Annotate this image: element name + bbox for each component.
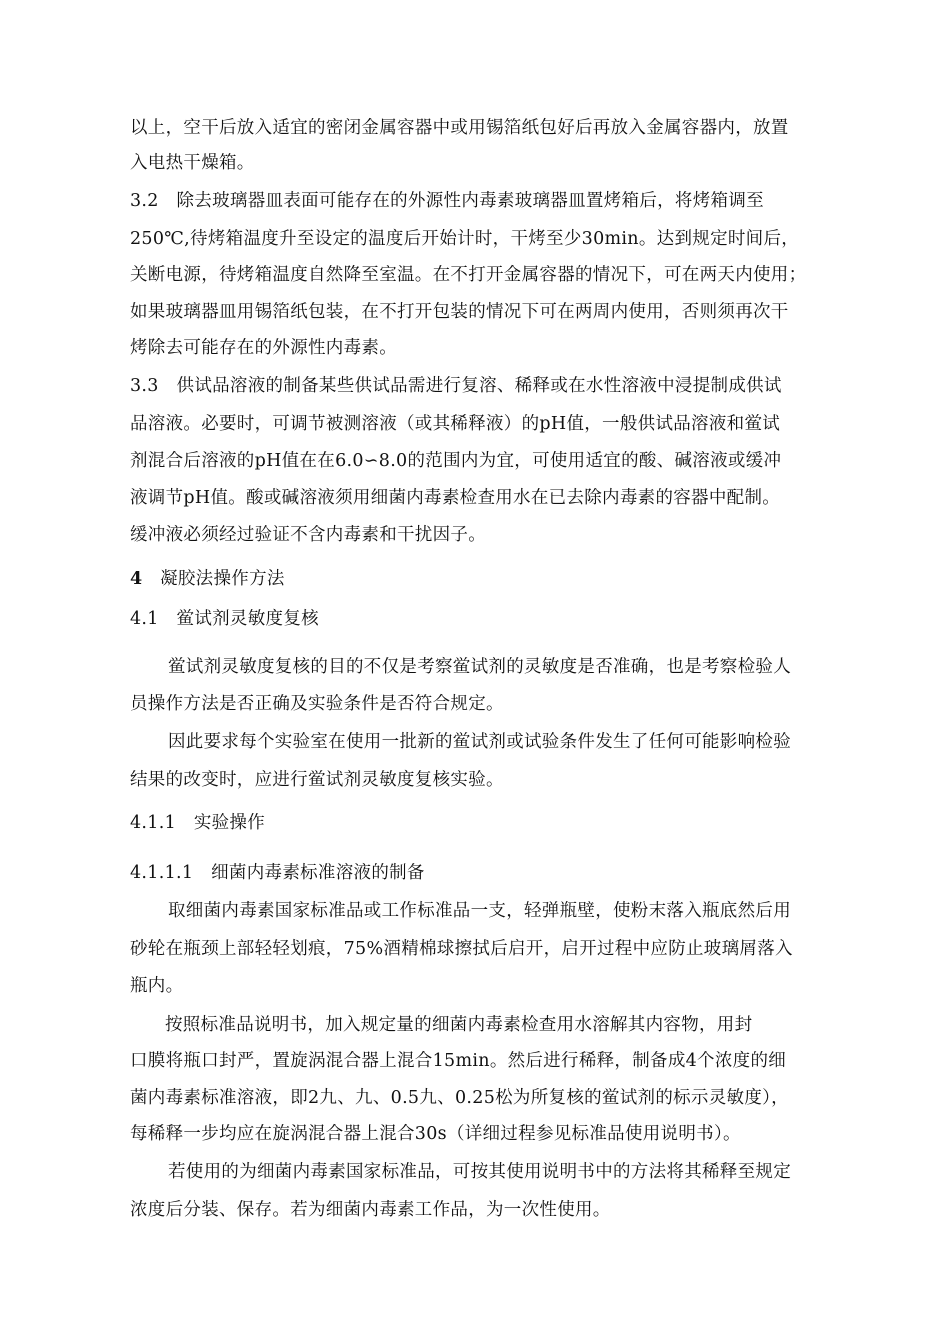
text-line: 若使用的为细菌内毒素国家标准品，可按其使用说明书中的方法将其稀释至规定 [168,1162,791,1182]
text-line: 入电热干燥箱。 [130,153,255,173]
text-line: 瓶内。 [130,976,184,996]
text-line: 每稀释一步均应在旋涡混合器上混合30s（详细过程参见标准品使用说明书）。 [130,1124,741,1144]
text-line: 关断电源，待烤箱温度自然降至室温。在不打开金属容器的情况下，可在两天内使用； [130,265,807,285]
text-line: 剂混合后溶液的pH值在在6.0∽8.0的范围内为宜，可使用适宜的酸、碱溶液或缓冲 [130,451,782,471]
text-line: 以上，空干后放入适宜的密闭金属容器中或用锡箔纸包好后再放入金属容器内，放置 [130,118,789,138]
text-line: 250℃,待烤箱温度升至设定的温度后开始计时，干烤至少30min。达到规定时间后， [130,229,800,249]
section-4-number: 4 [130,569,143,589]
text-line: 菌内毒素标准溶液，即2九、九、0.5九、0.25松为所复核的鲎试剂的标示灵敏度）， [130,1088,789,1108]
text-line: 结果的改变时，应进行鲎试剂灵敏度复核实验。 [130,770,504,790]
text-line: 鲎试剂灵敏度复核的目的不仅是考察鲎试剂的灵敏度是否准确，也是考察检验人 [168,657,791,677]
text-line: 员操作方法是否正确及实验条件是否符合规定。 [130,694,504,714]
section-4-1-1-heading: 4.1.1 实验操作 [130,813,266,833]
text-line: 烤除去可能存在的外源性内毒素。 [130,338,397,358]
text-line: 取细菌内毒素国家标准品或工作标准品一支，轻弹瓶壁，使粉末落入瓶底然后用 [168,901,791,921]
section-3-3: 3.3 供试品溶液的制备某些供试品需进行复溶、稀释或在水性溶液中浸提制成供试 [130,376,782,396]
text-line: 按照标准品说明书，加入规定量的细菌内毒素检查用水溶解其内容物，用封 [165,1015,753,1035]
text-line: 品溶液。必要时，可调节被测溶液（或其稀释液）的pH值，一般供试品溶液和鲎试 [130,414,781,434]
text-line: 缓冲液必须经过验证不含内毒素和干扰因子。 [130,525,486,545]
text-line: 如果玻璃器皿用锡箔纸包装，在不打开包装的情况下可在两周内使用，否则须再次干 [130,302,789,322]
section-3-2: 3.2 除去玻璃器皿表面可能存在的外源性内毒素玻璃器皿置烤箱后，将烤箱调至 [130,191,764,211]
section-4-heading [130,568,850,590]
section-4-1-1-1-heading: 4.1.1.1 细菌内毒素标准溶液的制备 [130,863,425,883]
text-line: 因此要求每个实验室在使用一批新的鲎试剂或试验条件发生了任何可能影响检验 [168,732,791,752]
section-4-title: 凝胶法操作方法 [160,569,285,589]
text-line: 砂轮在瓶颈上部轻轻划痕，75%酒精棉球擦拭后启开，启开过程中应防止玻璃屑落入 [130,939,793,959]
text-line: 口膜将瓶口封严，置旋涡混合器上混合15min。然后进行稀释，制备成4个浓度的细 [130,1051,787,1071]
text-line: 浓度后分装、保存。若为细菌内毒素工作品，为一次性使用。 [130,1200,611,1220]
text-line: 液调节pH值。酸或碱溶液须用细菌内毒素检查用水在已去除内毒素的容器中配制。 [130,488,781,508]
section-4-1-heading: 4.1 鲎试剂灵敏度复核 [130,609,319,629]
